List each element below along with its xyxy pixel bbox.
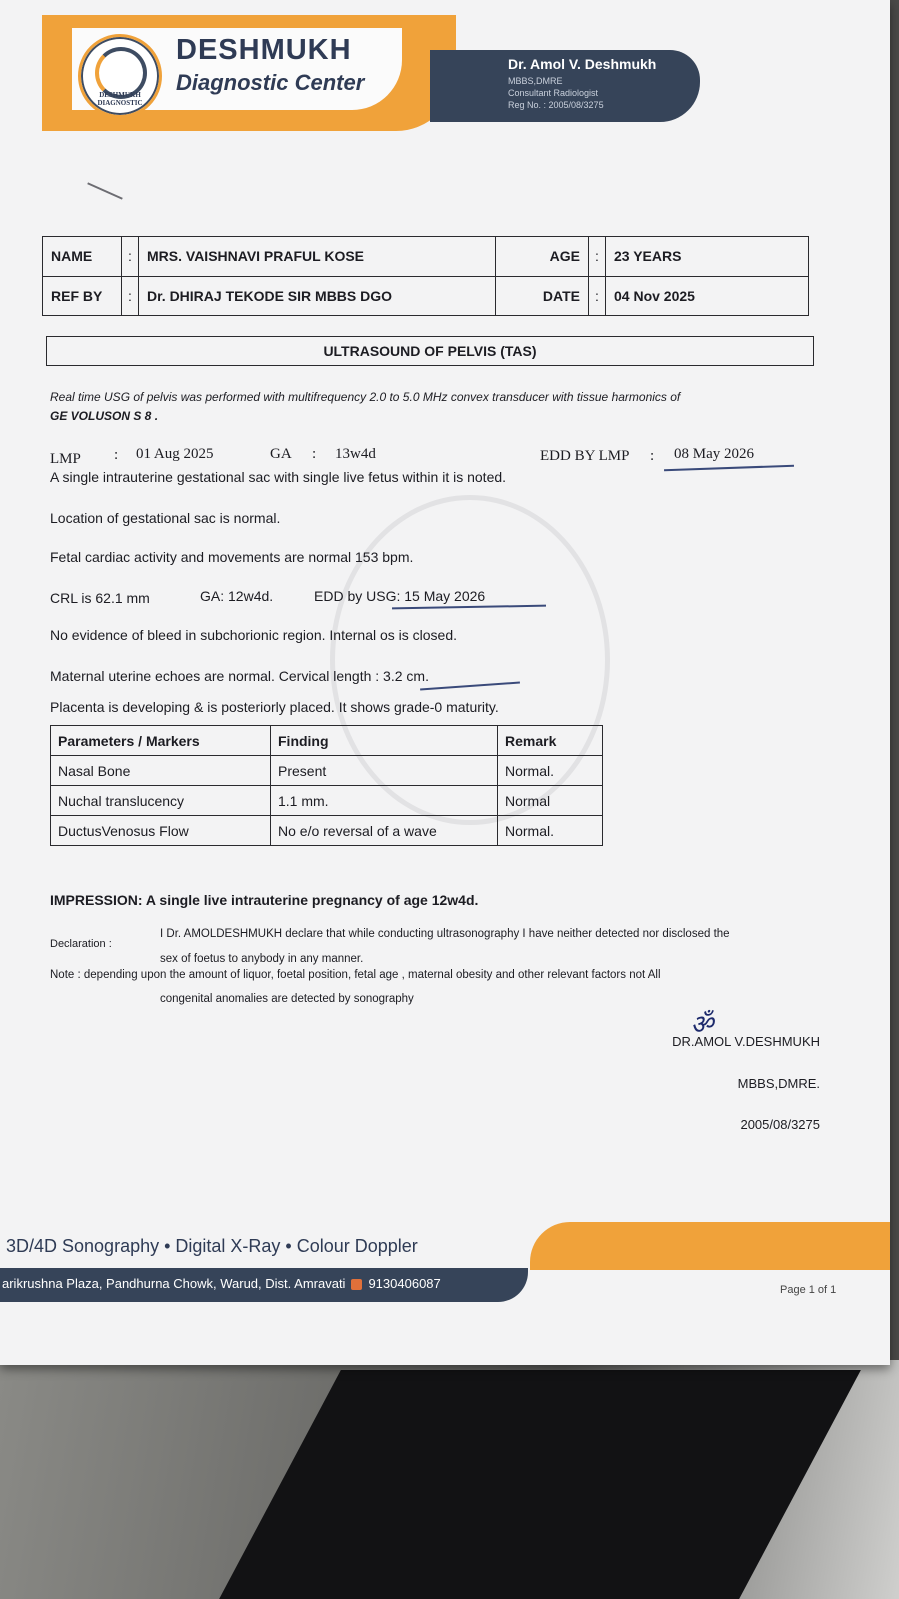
table-cell: Present [271, 756, 498, 786]
date-label: DATE [496, 276, 589, 316]
edd-lmp-label: EDD BY LMP [540, 448, 630, 464]
finding-line: No evidence of bleed in subchorionic region. Internal os is closed. [50, 627, 458, 643]
report-title: ULTRASOUND OF PELVIS (TAS) [46, 336, 814, 366]
table-row [51, 786, 603, 816]
edd-lmp-value: 08 May 2026 [674, 446, 754, 462]
age-label: AGE [496, 237, 589, 277]
crl-edd: EDD by USG: 15 May 2026 [314, 588, 486, 604]
name-value: MRS. VAISHNAVI PRAFUL KOSE [139, 237, 496, 277]
header-cell: Finding [271, 726, 498, 756]
intro-text: Real time USG of pelvis was performed with multifrequency 2.0 to 5.0 MHz convex transducer with tissue harmonics of [50, 390, 681, 404]
pen-underline [664, 465, 794, 471]
name-label: NAME [43, 237, 122, 277]
intro-machine: GE VOLUSON S 8 . [50, 409, 159, 423]
findings-table [50, 725, 603, 846]
clinic-subtitle: Diagnostic Center [176, 70, 365, 95]
colon: : [589, 276, 606, 316]
footer-address: arikrushna Plaza, Pandhurna Chowk, Warud, Dist. Amravati [2, 1276, 346, 1291]
doctor-role: Consultant Radiologist [508, 88, 599, 98]
finding-line: Maternal uterine echoes are normal. Cervical length : 3.2 cm. [50, 668, 429, 684]
table-cell: Normal. [498, 816, 603, 846]
finding-line: Placenta is developing & is posteriorly placed. It shows grade-0 maturity. [50, 699, 499, 715]
refby-label: REF BY [43, 276, 122, 316]
table-row [43, 276, 809, 316]
finding-line: A single intrauterine gestational sac with single live fetus within it is noted. [50, 469, 507, 485]
lmp-value: 01 Aug 2025 [136, 446, 214, 462]
doctor-reg: Reg No. : 2005/08/3275 [508, 100, 604, 110]
footer-services: 3D/4D Sonography • Digital X-Ray • Colour Doppler [6, 1236, 418, 1256]
lmp-label: LMP [50, 451, 81, 467]
note-line: congenital anomalies are detected by sonography [160, 993, 414, 1005]
table-cell: 1.1 mm. [271, 786, 498, 816]
declaration-label: Declaration : [50, 938, 112, 950]
crl-text: CRL is 62.1 mm [50, 590, 150, 606]
doctor-name: Dr. Amol V. Deshmukh [508, 56, 657, 72]
signature-mark: ॐ [688, 1008, 716, 1041]
signature-reg: 2005/08/3275 [740, 1117, 820, 1132]
logo-text: DESHMUKH DIAGNOSTIC [97, 91, 143, 107]
impression: IMPRESSION: A single live intrauterine pregnancy of age 12w4d. [50, 892, 479, 908]
footer-address-line [2, 1276, 441, 1291]
ga-label: GA [270, 446, 292, 462]
finding-line: Location of gestational sac is normal. [50, 510, 281, 526]
colon: : [650, 448, 655, 464]
table-header-row [51, 726, 603, 756]
colon: : [312, 446, 317, 462]
declaration-line: sex of foetus to anybody in any manner. [160, 953, 364, 965]
footer-phone: 9130406087 [368, 1276, 441, 1291]
table-cell: Normal. [498, 756, 603, 786]
doctor-degree: MBBS,DMRE [508, 76, 563, 86]
finding-line: Fetal cardiac activity and movements are normal 153 bpm. [50, 549, 414, 565]
table-row [51, 756, 603, 786]
signature-degree: MBBS,DMRE. [737, 1076, 820, 1091]
table-row [43, 237, 809, 277]
colon: : [114, 447, 119, 463]
crl-ga: GA: 12w4d. [200, 588, 274, 604]
footer-orange-band [530, 1222, 890, 1270]
table-cell: DuctusVenosus Flow [51, 816, 271, 846]
table-cell: Nasal Bone [51, 756, 271, 786]
table-cell: No e/o reversal of a wave [271, 816, 498, 846]
table-cell: Normal [498, 786, 603, 816]
report-intro [50, 388, 810, 426]
colon: : [122, 276, 139, 316]
note-line: Note : depending upon the amount of liquor, foetal position, fetal age , maternal obesity and other relevant factors not All [50, 969, 661, 981]
clinic-logo [78, 34, 162, 118]
declaration-line: I Dr. AMOLDESHMUKH declare that while conducting ultrasonography I have neither detected nor disclosed the [160, 928, 730, 940]
table-cell: Nuchal translucency [51, 786, 271, 816]
header-cell: Remark [498, 726, 603, 756]
page-number: Page 1 of 1 [780, 1284, 837, 1296]
date-value: 04 Nov 2025 [606, 276, 809, 316]
pen-mark [87, 182, 123, 199]
patient-info-table [42, 236, 809, 316]
age-value: 23 YEARS [606, 237, 809, 277]
refby-value: Dr. DHIRAJ TEKODE SIR MBBS DGO [139, 276, 496, 316]
signature-name: DR.AMOL V.DESHMUKH [672, 1034, 820, 1049]
phone-icon [351, 1279, 362, 1290]
clinic-title: DESHMUKH [176, 34, 352, 66]
ga-value: 13w4d [335, 446, 376, 462]
table-row [51, 816, 603, 846]
colon: : [122, 237, 139, 277]
colon: : [589, 237, 606, 277]
header-cell: Parameters / Markers [51, 726, 271, 756]
